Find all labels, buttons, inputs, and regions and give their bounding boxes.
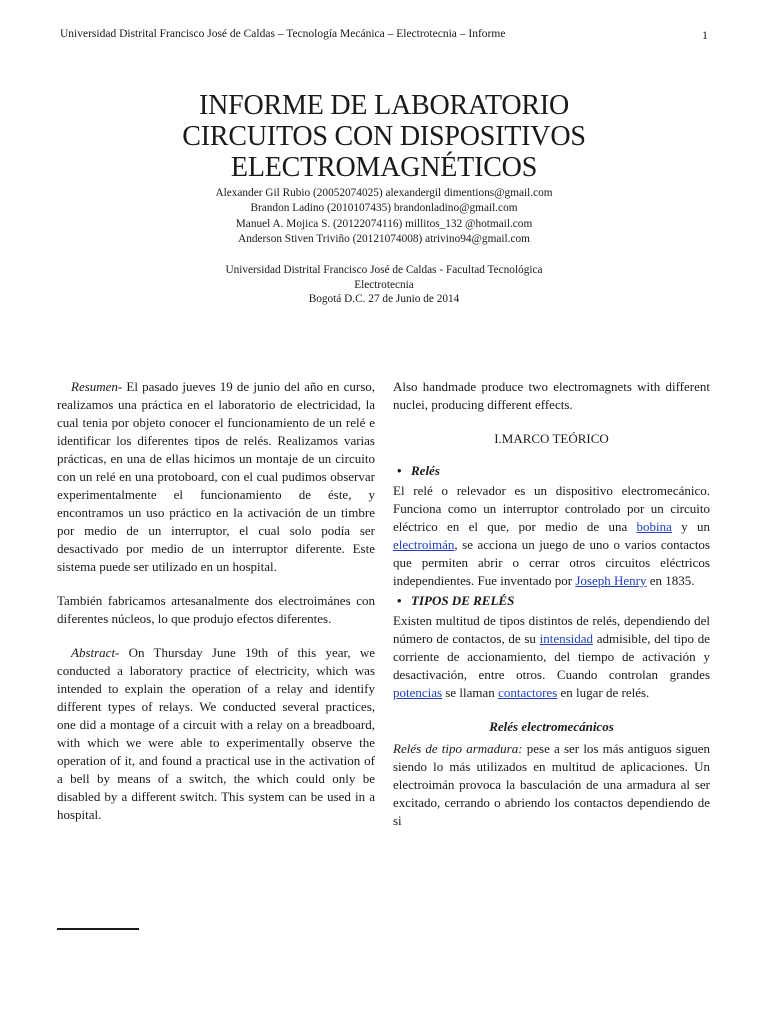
author-list: [0, 186, 768, 248]
abstract-text: On Thursday June 19th of this year, we conducted a laboratory practice of electricity, which was intended to explain the operation of a relay and identify different types of relays. We conducted several practices, one did a montage of a circuit with a relay on a breadboard, with which we were able to experimentally observe the operation of it, and found a practical use in the activation of a bell by means of a switch, the which could only be disabled by a different switch. This system can be used in a hospital.: [57, 645, 375, 822]
affiliation-institution: Universidad Distrital Francisco José de Caldas - Facultad Tecnológica: [225, 264, 543, 276]
running-header: Universidad Distrital Francisco José de Caldas – Tecnología Mecánica – Electrotecnia – Informe: [60, 28, 506, 40]
author-2: Brandon Ladino (2010107435) brandonladino@gmail.com: [250, 202, 518, 215]
tipos-text-1: Existen multitud de tipos distintos de relés, dependiendo del número de contactos, de su: [393, 613, 710, 646]
reles-text-1: El relé o relevador es un dispositivo electromecánico. Funciona como un interruptor controlado por un circuito eléctrico en el que, por medio de una: [393, 483, 710, 534]
link-contactores[interactable]: contactores: [498, 685, 558, 700]
link-potencias[interactable]: potencias: [393, 685, 443, 700]
link-electroiman[interactable]: electroimán: [393, 537, 455, 552]
page-number: 1: [702, 28, 708, 42]
armadura-text: pese a ser los más antiguos siguen siendo lo más utilizados en multitud de aplicaciones. Un electroimán provoca la basculación de una armadura al ser excitado, cerrando o abriendo los contactos dependiendo de si: [393, 741, 710, 828]
bullet-reles: [393, 462, 710, 480]
affiliation-date: Bogotá D.C. 27 de Junio de 2014: [308, 293, 460, 305]
subheading-reles-electromecanicos: Relés electromecánicos: [489, 719, 614, 734]
right-column: [393, 378, 710, 830]
reles-paragraph: [393, 482, 710, 590]
reles-text-2: y un: [671, 519, 711, 534]
affiliation: [0, 263, 768, 307]
resumen-paragraph: [57, 378, 375, 576]
bullet-reles-label: Relés: [411, 463, 440, 478]
left-column: [57, 378, 375, 824]
bullet-tipos: [393, 592, 710, 610]
resumen-text: El pasado jueves 19 de junio del año en curso, realizamos una práctica en el laboratorio de electricidad, la cual tenia por objeto conocer el funcionamiento de un relé e identificar los diferentes tipos de relés. Realizamos varias prácticas, en una de ellas hicimos un montaje de un circuito con un relé en una protoboard, con el cual pudimos observar experimentalmente el funcionamiento de éste, y encontramos un uso práctico en la activación de un timbre por medio de un interruptor, el cual solo podía ser desactivado por medio de un interruptor diferente. Este sistema puede ser utilizado en un hospital.: [57, 379, 375, 574]
tipos-text-2: admisible, del tipo de corriente de accionamiento, del tiempo de activación y desactivación, entre otros. Cuando controlan grandes: [393, 631, 711, 682]
tipos-paragraph: [393, 612, 710, 702]
affiliation-department: Electrotecnia: [354, 278, 414, 291]
resumen-label: Resumen-: [71, 379, 123, 394]
armadura-label: Relés de tipo armadura:: [393, 741, 523, 756]
author-4: Anderson Stiven Triviño (20121074008) atrivino94@gmail.com: [238, 233, 530, 246]
paper-title: [0, 90, 768, 183]
section-title: I.MARCO TEÓRICO: [494, 431, 609, 446]
bullet-dot-icon: •: [397, 463, 402, 478]
title-line-1: INFORME DE LABORATORIO: [199, 90, 569, 121]
link-bobina[interactable]: bobina: [636, 519, 672, 534]
abstract-paragraph: [57, 644, 375, 824]
tipos-text-4: en lugar de relés.: [557, 685, 650, 700]
armadura-paragraph: [393, 740, 710, 830]
reles-text-3: , se acciona un juego de uno o varios contactos que permiten abrir o cerrar otros circuitos eléctricos independientes. Fue inventado por: [393, 537, 710, 588]
title-line-3: ELECTROMAGNÉTICOS: [230, 152, 538, 183]
bullet-dot-icon: •: [397, 593, 402, 608]
link-intensidad[interactable]: intensidad: [539, 631, 594, 646]
link-joseph-henry[interactable]: Joseph Henry: [575, 573, 647, 588]
author-3: Manuel A. Mojica S. (20122074116) millitos_132 @hotmail.com: [235, 217, 533, 230]
abstract-label: Abstract-: [71, 645, 120, 660]
title-line-2: CIRCUITOS CON DISPOSITIVOS: [182, 121, 586, 152]
tipos-text-3: se llaman: [442, 685, 499, 700]
reles-text-4: en 1835.: [646, 573, 695, 588]
bullet-tipos-label: TIPOS DE RELÉS: [411, 593, 515, 608]
continuation-paragraph: Also handmade produce two electromagnets with different nuclei, producing different effects.: [393, 379, 710, 412]
author-1: Alexander Gil Rubio (20052074025) alexandergil dimentions@gmail.com: [215, 187, 553, 199]
footnote-rule: [57, 928, 139, 930]
electroiman-paragraph: También fabricamos artesanalmente dos electroimánes con diferentes núcleos, lo que produjo efectos diferentes.: [57, 593, 375, 626]
